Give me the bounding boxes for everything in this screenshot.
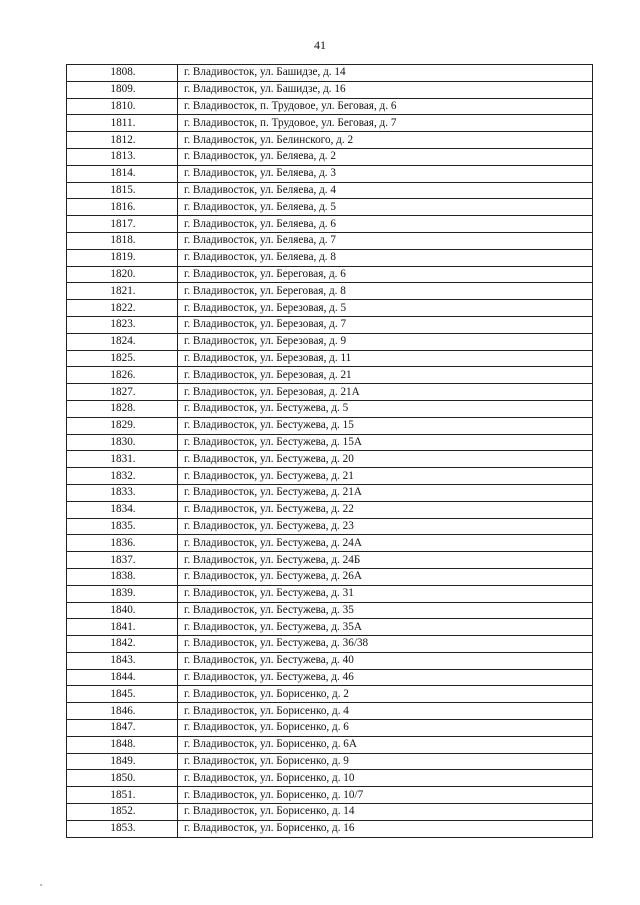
row-number: 1809. (67, 81, 178, 98)
row-address: г. Владивосток, ул. Бестужева, д. 21 (178, 468, 593, 485)
row-address: г. Владивосток, ул. Беляева, д. 5 (178, 199, 593, 216)
row-address: г. Владивосток, ул. Бестужева, д. 31 (178, 585, 593, 602)
row-address: г. Владивосток, ул. Бестужева, д. 15 (178, 417, 593, 434)
table-row (67, 384, 593, 401)
table-row (67, 804, 593, 821)
row-address: г. Владивосток, ул. Беляева, д. 4 (178, 182, 593, 199)
table-row (67, 249, 593, 266)
row-number: 1826. (67, 367, 178, 384)
table-row (67, 753, 593, 770)
row-number: 1815. (67, 182, 178, 199)
row-number: 1832. (67, 468, 178, 485)
row-address: г. Владивосток, ул. Бестужева, д. 35А (178, 619, 593, 636)
table-row (67, 501, 593, 518)
row-number: 1833. (67, 484, 178, 501)
row-number: 1844. (67, 669, 178, 686)
table-row (67, 232, 593, 249)
row-address: г. Владивосток, ул. Березовая, д. 9 (178, 333, 593, 350)
table-row (67, 552, 593, 569)
table-row (67, 535, 593, 552)
row-number: 1810. (67, 98, 178, 115)
row-number: 1835. (67, 518, 178, 535)
row-number: 1853. (67, 820, 178, 837)
row-address: г. Владивосток, ул. Бестужева, д. 23 (178, 518, 593, 535)
table-row (67, 820, 593, 837)
address-table-body (67, 65, 593, 838)
row-number: 1827. (67, 384, 178, 401)
table-row (67, 686, 593, 703)
row-address: г. Владивосток, ул. Бестужева, д. 36/38 (178, 636, 593, 653)
row-address: г. Владивосток, ул. Борисенко, д. 16 (178, 820, 593, 837)
table-row (67, 652, 593, 669)
row-number: 1837. (67, 552, 178, 569)
table-row (67, 115, 593, 132)
row-address: г. Владивосток, ул. Беляева, д. 3 (178, 165, 593, 182)
row-address: г. Владивосток, ул. Березовая, д. 5 (178, 300, 593, 317)
row-address: г. Владивосток, ул. Березовая, д. 21 (178, 367, 593, 384)
table-row (67, 417, 593, 434)
row-number: 1825. (67, 350, 178, 367)
table-row (67, 451, 593, 468)
table-row (67, 300, 593, 317)
row-number: 1846. (67, 703, 178, 720)
row-address: г. Владивосток, ул. Борисенко, д. 4 (178, 703, 593, 720)
row-address: г. Владивосток, ул. Бестужева, д. 21А (178, 484, 593, 501)
row-address: г. Владивосток, ул. Бестужева, д. 35 (178, 602, 593, 619)
row-number: 1829. (67, 417, 178, 434)
table-row (67, 98, 593, 115)
row-number: 1823. (67, 316, 178, 333)
table-row (67, 165, 593, 182)
row-address: г. Владивосток, ул. Борисенко, д. 9 (178, 753, 593, 770)
table-row (67, 434, 593, 451)
row-number: 1828. (67, 400, 178, 417)
row-address: г. Владивосток, ул. Березовая, д. 7 (178, 316, 593, 333)
row-number: 1847. (67, 720, 178, 737)
row-number: 1819. (67, 249, 178, 266)
table-row (67, 468, 593, 485)
table-row (67, 669, 593, 686)
table-row (67, 568, 593, 585)
row-number: 1838. (67, 568, 178, 585)
row-address: г. Владивосток, ул. Беляева, д. 8 (178, 249, 593, 266)
row-number: 1840. (67, 602, 178, 619)
row-number: 1821. (67, 283, 178, 300)
table-row (67, 367, 593, 384)
table-row (67, 787, 593, 804)
row-address: г. Владивосток, ул. Бестужева, д. 40 (178, 652, 593, 669)
table-row (67, 585, 593, 602)
row-number: 1822. (67, 300, 178, 317)
row-number: 1820. (67, 266, 178, 283)
table-row (67, 770, 593, 787)
row-number: 1836. (67, 535, 178, 552)
row-number: 1830. (67, 434, 178, 451)
row-number: 1824. (67, 333, 178, 350)
address-table (66, 64, 593, 838)
table-row (67, 720, 593, 737)
row-address: г. Владивосток, п. Трудовое, ул. Беговая, д. 7 (178, 115, 593, 132)
table-row (67, 636, 593, 653)
row-number: 1816. (67, 199, 178, 216)
row-address: г. Владивосток, ул. Башидзе, д. 14 (178, 65, 593, 82)
table-row (67, 619, 593, 636)
row-number: 1851. (67, 787, 178, 804)
row-number: 1852. (67, 804, 178, 821)
table-row (67, 703, 593, 720)
row-address: г. Владивосток, ул. Береговая, д. 8 (178, 283, 593, 300)
row-address: г. Владивосток, ул. Борисенко, д. 10 (178, 770, 593, 787)
row-address: г. Владивосток, ул. Борисенко, д. 10/7 (178, 787, 593, 804)
row-number: 1842. (67, 636, 178, 653)
row-address: г. Владивосток, ул. Бестужева, д. 15А (178, 434, 593, 451)
table-row (67, 333, 593, 350)
row-number: 1814. (67, 165, 178, 182)
row-address: г. Владивосток, ул. Березовая, д. 11 (178, 350, 593, 367)
table-row (67, 602, 593, 619)
row-number: 1818. (67, 232, 178, 249)
table-row (67, 132, 593, 149)
row-number: 1848. (67, 736, 178, 753)
row-address: г. Владивосток, ул. Борисенко, д. 14 (178, 804, 593, 821)
table-row (67, 283, 593, 300)
row-number: 1831. (67, 451, 178, 468)
table-row (67, 350, 593, 367)
row-address: г. Владивосток, ул. Бестужева, д. 24Б (178, 552, 593, 569)
row-number: 1849. (67, 753, 178, 770)
row-address: г. Владивосток, ул. Беляева, д. 6 (178, 216, 593, 233)
row-address: г. Владивосток, ул. Бестужева, д. 20 (178, 451, 593, 468)
row-number: 1845. (67, 686, 178, 703)
row-address: г. Владивосток, ул. Борисенко, д. 2 (178, 686, 593, 703)
row-number: 1817. (67, 216, 178, 233)
row-number: 1834. (67, 501, 178, 518)
row-address: г. Владивосток, ул. Бестужева, д. 24А (178, 535, 593, 552)
row-address: г. Владивосток, ул. Бестужева, д. 26А (178, 568, 593, 585)
row-number: 1841. (67, 619, 178, 636)
table-row (67, 266, 593, 283)
scan-artifact (40, 884, 42, 886)
row-number: 1813. (67, 148, 178, 165)
row-address: г. Владивосток, ул. Береговая, д. 6 (178, 266, 593, 283)
row-number: 1811. (67, 115, 178, 132)
table-row (67, 148, 593, 165)
table-row (67, 316, 593, 333)
row-address: г. Владивосток, ул. Башидзе, д. 16 (178, 81, 593, 98)
row-number: 1850. (67, 770, 178, 787)
table-row (67, 65, 593, 82)
row-address: г. Владивосток, ул. Борисенко, д. 6 (178, 720, 593, 737)
row-address: г. Владивосток, ул. Беляева, д. 2 (178, 148, 593, 165)
row-address: г. Владивосток, ул. Березовая, д. 21А (178, 384, 593, 401)
row-address: г. Владивосток, ул. Бестужева, д. 5 (178, 400, 593, 417)
table-row (67, 216, 593, 233)
table-row (67, 484, 593, 501)
row-number: 1843. (67, 652, 178, 669)
row-address: г. Владивосток, ул. Борисенко, д. 6А (178, 736, 593, 753)
row-address: г. Владивосток, ул. Бестужева, д. 46 (178, 669, 593, 686)
table-row (67, 199, 593, 216)
row-address: г. Владивосток, ул. Бестужева, д. 22 (178, 501, 593, 518)
table-row (67, 518, 593, 535)
row-address: г. Владивосток, ул. Беляева, д. 7 (178, 232, 593, 249)
table-row (67, 81, 593, 98)
row-address: г. Владивосток, п. Трудовое, ул. Беговая, д. 6 (178, 98, 593, 115)
row-address: г. Владивосток, ул. Белинского, д. 2 (178, 132, 593, 149)
table-row (67, 736, 593, 753)
row-number: 1839. (67, 585, 178, 602)
row-number: 1808. (67, 65, 178, 82)
table-row (67, 182, 593, 199)
page-number: 41 (314, 38, 326, 52)
table-row (67, 400, 593, 417)
row-number: 1812. (67, 132, 178, 149)
